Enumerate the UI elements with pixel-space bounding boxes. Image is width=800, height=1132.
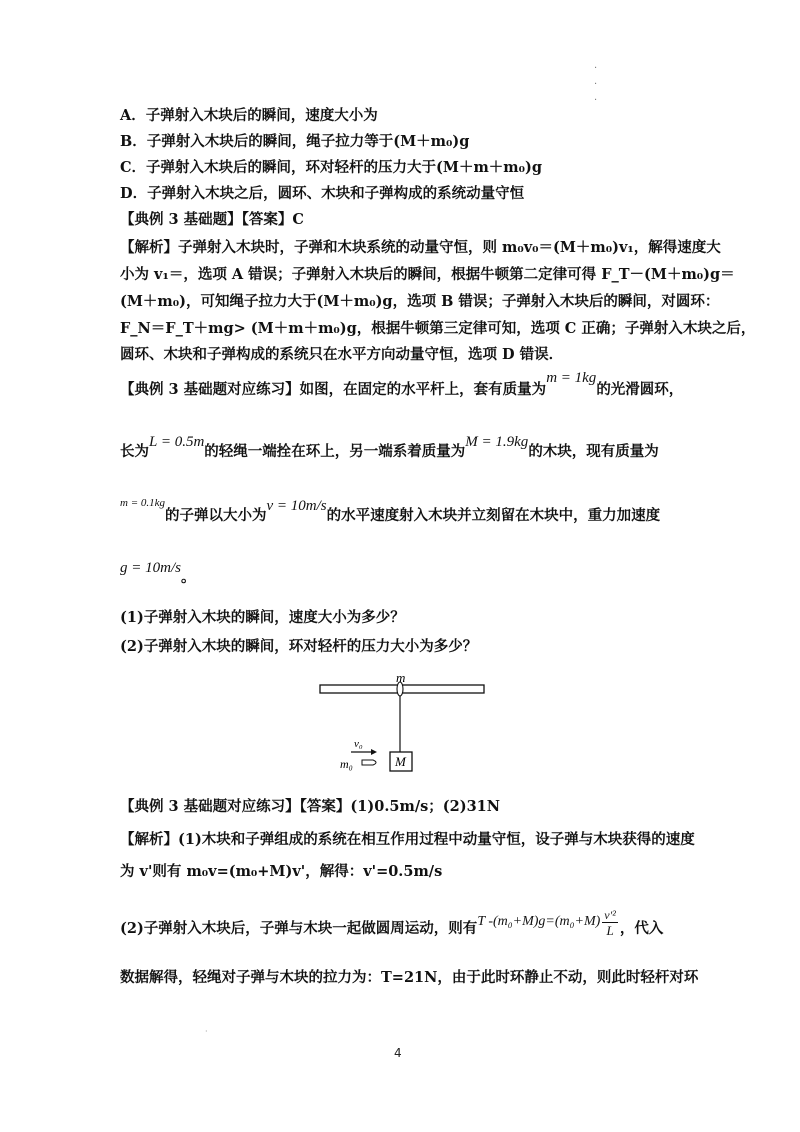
formula-velocity: v = 10m/s bbox=[266, 498, 327, 514]
answer-heading: 【典例 3 基础题】【答案】C bbox=[120, 211, 304, 228]
formula-mass-ring: m = 1kg bbox=[546, 370, 597, 386]
practice-line-4 bbox=[120, 560, 196, 588]
corner-dot: · bbox=[594, 95, 598, 106]
practice-line-1 bbox=[120, 370, 684, 400]
formula-mass-bullet: m = 0.1kg bbox=[120, 497, 165, 509]
velocity-label: v₀ bbox=[354, 738, 363, 750]
fraction-denominator: L bbox=[606, 923, 614, 938]
practice-text: 。 bbox=[180, 569, 196, 586]
analysis-line: F_N＝F_T＋mg> (M＋m＋m₀)g，根据牛顿第三定律可知，选项 C 正确；子弹射入木块之后， bbox=[120, 320, 756, 337]
answer-heading: 【典例 3 基础题对应练习】【答案】(1)0.5m/s；(2)31N bbox=[120, 798, 501, 815]
bullet-label: m₀ bbox=[340, 757, 353, 771]
question-2: (2)子弹射入木块的瞬间，环对轻杆的压力大小为多少？ bbox=[120, 638, 478, 655]
formula-gravity: g = 10m/s bbox=[120, 560, 181, 576]
analysis-text: ，代入 bbox=[619, 920, 664, 937]
bullet bbox=[362, 760, 376, 765]
page-number: 4 bbox=[394, 1046, 402, 1060]
ring-label: m bbox=[396, 670, 406, 685]
practice-line-2 bbox=[120, 434, 659, 462]
formula-mass-block: M = 1.9kg bbox=[465, 434, 529, 450]
practice-text: 【典例 3 基础题对应练习】如图，在固定的水平杆上，套有质量为 bbox=[120, 381, 547, 398]
fraction bbox=[602, 908, 618, 938]
practice-text: 的木块，现有质量为 bbox=[528, 443, 659, 460]
velocity-arrowhead bbox=[371, 749, 377, 755]
corner-dot: · bbox=[594, 79, 598, 90]
footer-dot: · bbox=[205, 1027, 208, 1036]
practice-text: 长为 bbox=[120, 443, 149, 460]
analysis-line: 圆环、木块和子弹构成的系统只在水平方向动量守恒，选项 D 错误． bbox=[120, 346, 564, 363]
corner-dot: · bbox=[594, 63, 598, 74]
block-label: M bbox=[395, 754, 406, 769]
analysis-text: (2)子弹射入木块后，子弹与木块一起做圆周运动，则有 bbox=[120, 920, 478, 937]
option-c: C．子弹射入木块后的瞬间，环对轻杆的压力大于(M＋m＋m₀)g bbox=[120, 159, 542, 176]
analysis-line: 数据解得，轻绳对子弹与木块的拉力为：T=21N，由于此时环静止不动，则此时轻杆对环 bbox=[120, 969, 699, 986]
option-a: A．子弹射入木块后的瞬间，速度大小为 bbox=[120, 107, 378, 124]
ring-rod-block-figure bbox=[318, 668, 488, 780]
practice-text: 的水平速度射入木块并立刻留在木块中，重力加速度 bbox=[326, 507, 661, 524]
option-b: B．子弹射入木块后的瞬间，绳子拉力等于(M＋m₀)g bbox=[120, 133, 470, 150]
option-d: D．子弹射入木块之后，圆环、木块和子弹构成的系统动量守恒 bbox=[120, 185, 525, 202]
analysis-line: (M＋m₀)，可知绳子拉力大于(M＋m₀)g，选项 B 错误；子弹射入木块后的瞬间，对圆环： bbox=[120, 293, 720, 310]
analysis-line: 小为 v₁＝，选项 A 错误；子弹射入木块后的瞬间，根据牛顿第二定律可得 F_T－(M＋m₀)g＝ bbox=[120, 266, 735, 283]
practice-line-3 bbox=[120, 497, 661, 527]
fraction-numerator: v′² bbox=[604, 908, 616, 922]
practice-text: 的轻绳一端拴在环上，另一端系着质量为 bbox=[204, 443, 466, 460]
analysis-line: 【解析】子弹射入木块时，子弹和木块系统的动量守恒，则 m₀v₀＝(M＋m₀)v₁，解得速度大 bbox=[120, 239, 721, 256]
formula-length: L = 0.5m bbox=[149, 434, 205, 450]
practice-text: 的光滑圆环， bbox=[596, 381, 684, 398]
analysis-line: 为 v'则有 m₀v=(m₀+M)v'，解得：v'=0.5m/s bbox=[120, 863, 443, 880]
practice-text: 的子弹以大小为 bbox=[165, 507, 267, 524]
equation: T -(m₀+M)g=(m₀+M) bbox=[477, 914, 601, 929]
analysis-line-equation bbox=[120, 908, 664, 944]
question-1: (1)子弹射入木块的瞬间，速度大小为多少？ bbox=[120, 609, 405, 626]
analysis-line: 【解析】(1)木块和子弹组成的系统在相互作用过程中动量守恒，设子弹与木块获得的速度 bbox=[120, 831, 695, 848]
